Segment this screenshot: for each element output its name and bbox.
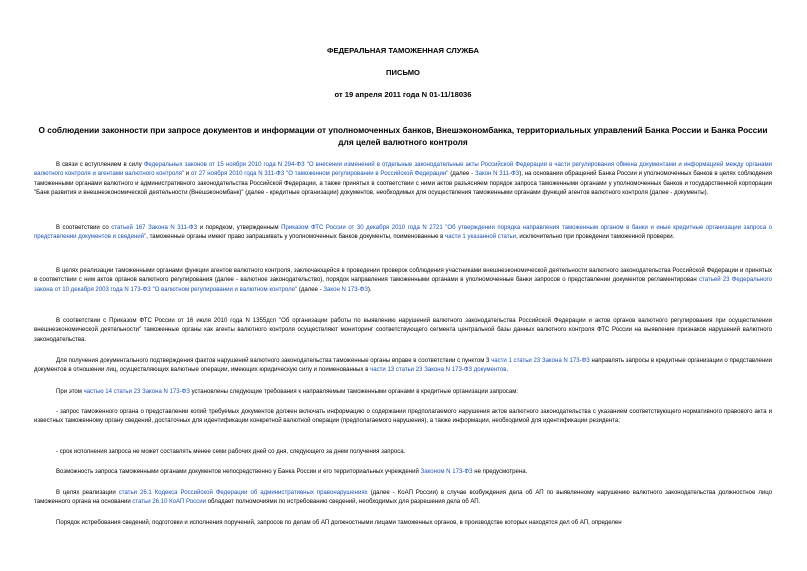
link-article-167[interactable]: статьей 167: [111, 225, 146, 231]
p1-text-3: (далее -: [448, 171, 475, 178]
p9-text-2: не предусмотрена.: [472, 469, 528, 475]
link-law-311-ref[interactable]: Закона N 311-ФЗ: [148, 225, 198, 231]
paragraph-11: [34, 519, 772, 528]
p8-text-1: - срок исполнения запроса не может составлять менее семи рабочих дней со дня, следующего за днем получения запроса.: [56, 449, 406, 455]
p3-text-3: ).: [367, 286, 372, 293]
link-law-173[interactable]: Закон N 173-ФЗ: [323, 286, 368, 293]
document-page: [34, 0, 772, 571]
p10-text-1: В целях реализации: [56, 490, 119, 496]
link-part-1-article[interactable]: части 1 указанной статьи: [445, 234, 517, 241]
p11-text-1: Порядок истребования сведений, подготовки и исполнения поручений, запросов по делам об АП должностными лицами таможенных органов, в производстве которых находятся дел об АП, определен: [56, 520, 622, 526]
link-law-311[interactable]: от 27 ноября 2010 года N 311-ФЗ "О таможенном регулировании в Российской Федерации": [190, 171, 449, 178]
p9-text-1: Возможность запроса таможенными органами документов непосредственно у Банка России и его территориальных учреждений: [56, 469, 421, 475]
link-law-173-ref-2[interactable]: Законом N 173-ФЗ: [420, 469, 473, 475]
p3-text-1: В целях реализации таможенными органами функции агентов валютного контроля, заключающейся в проведении проверок соблюдения участниками внешнеэкономической деятельности валютного законодательства Российской Федерации и принятых в соответствии с ним актов органов валютного регулирования (далее - валютное законодательство), порядок направления таможенными органами в уполномоченные банки запросов о представлении документов регламентирован: [34, 268, 772, 284]
p3-text-2: (далее -: [297, 286, 324, 293]
link-order-2721[interactable]: Приказом ФТС России от 30 декабря 2010 года N 2721 "Об утверждении порядка направления таможенным органом в банки и иные кредитные организации запроса о представлении документов и сведений": [34, 225, 772, 241]
doc-type: ПИСЬМО: [386, 68, 420, 77]
p4-text-1: В соответствии с Приказом ФТС России от 16 июля 2010 года N 1355дсп "Об организации работы по выявлению нарушений валютного законодательства Российской Федерации и актов органов валютного регулирования при осуществлении внешнеэкономической деятельности" таможенные органы как агенты валютного контроля осуществляют мониторинг соответствующего сегмента центральной базы данных валютного контроля ФТС России на выявление признаков нарушений валютного законодательства.: [34, 318, 772, 343]
p1-text-1: В связи с вступлением в силу: [56, 162, 144, 168]
p1-text-4: ), на основании обращений Банка России и уполномоченных банков в целях соблюдения таможенными органами валютного и административного законодательства Российской Федерации, а также принятых в соответствии с ними актов разъясняем порядок запроса таможенными органами у уполномоченных банков и государственной корпорации "Банк развития и внешнеэкономической деятельности (Внешэкономбанк)" (далее - кредитные организации) документов, необходимых для осуществления таможенными органами функций агентов валютного контроля (далее - документы).: [34, 171, 772, 197]
p6-text-1: При этом: [56, 389, 84, 395]
doc-date-number: от 19 апреля 2011 года N 01-11/18036: [334, 90, 472, 99]
p1-text-2: и: [184, 171, 191, 178]
link-koap[interactable]: Кодекса Российской Федерации об административных правонарушениях: [154, 490, 368, 496]
link-part-13-article-23[interactable]: части 13 статьи 23 Закона N 173-ФЗ документов: [370, 367, 507, 374]
paragraph-6: [34, 388, 772, 397]
p2-text-1: В соответствии со: [56, 225, 112, 231]
paragraph-2: [34, 224, 772, 243]
paragraph-7: [34, 408, 772, 427]
link-law-311-short[interactable]: Закон N 311-ФЗ: [474, 171, 520, 178]
link-article-23-law-173[interactable]: статьей 23 Федерального закона от 10 декабря 2003 года N 173-ФЗ "О валютном регулировании и валютном контроле": [34, 277, 772, 293]
p5-text-1: Для получения документального подтверждения фактов нарушений валютного законодательства таможенные органы вправе в соответствии с пунктом 3: [56, 358, 492, 364]
paragraph-1: [34, 161, 772, 199]
paragraph-9: [34, 468, 772, 477]
letter-topic: О соблюдении законности при запросе документов и информации от уполномоченных банков, Внешэкономбанка, территориальных управлений Банка России и Банка России для целей валютного контроля: [38, 125, 768, 147]
p10-text-5: обладает полномочиями по истребованию сведений, необходимых для разрешения дела об АП.: [205, 499, 481, 506]
p2-text-4: , таможенные органы имеют право запрашивать у уполномоченных банков документы, поименованные в: [146, 234, 446, 241]
link-article-26-1[interactable]: статьи 26.1: [118, 490, 152, 496]
paragraph-10: [34, 489, 772, 508]
org-name: ФЕДЕРАЛЬНАЯ ТАМОЖЕННАЯ СЛУЖБА: [327, 46, 479, 55]
link-koap-short[interactable]: КоАП России: [169, 499, 206, 506]
link-part-14-article-23[interactable]: частью 14 статьи 23 Закона N 173-ФЗ: [83, 389, 190, 395]
p10-text-3: (далее - КоАП России) в случае возбуждения дела об АП по выявленному нарушению валютного законодательства должностное лицо таможенного органа на основании: [34, 490, 772, 506]
p2-text-3: и порядком, утвержденным: [197, 225, 282, 231]
p6-text-2: установлены следующие требования к направляемым таможенными органами в кредитные организации запросам:: [189, 389, 519, 395]
link-law-294[interactable]: Федеральных законов от 15 ноября 2010 года N 294-ФЗ "О внесении изменений в отдельные законодательные акты Российской Федерации в части регулирования обмена документами и информацией между органами валютного контроля и агентами валютного контроля": [34, 162, 772, 178]
p7-text-1: - запрос таможенного органа о представлении копий требуемых документов должен включать информацию о содержании предполагаемого нарушения актов валютного законодательства с указанием соответствующего нормативного правового акта и известных таможенному органу сведений, достаточных для идентификации конкретной валютной операции (предполагаемого нарушения), а также информации, необходимой для идентификации резидента;: [34, 409, 772, 425]
p5-text-3: направлять запросы в кредитные организации о представлении документов в отношении лиц, осуществляющих валютные операции, имеющих юридическую силу и поименованных в: [34, 358, 772, 374]
link-part-1-article-23[interactable]: части 1 статьи 23: [491, 358, 541, 364]
paragraph-3: [34, 267, 772, 295]
paragraph-4: [34, 317, 772, 345]
link-law-173-ref[interactable]: Закона N 173-ФЗ: [541, 358, 590, 364]
paragraph-5: [34, 357, 772, 376]
p5-text-4: .: [506, 367, 509, 374]
p2-text-5: , исключительно при проведении таможенной проверки.: [516, 234, 675, 241]
link-article-26-10[interactable]: статьи 26.10: [132, 499, 168, 506]
paragraph-8: [34, 448, 772, 457]
